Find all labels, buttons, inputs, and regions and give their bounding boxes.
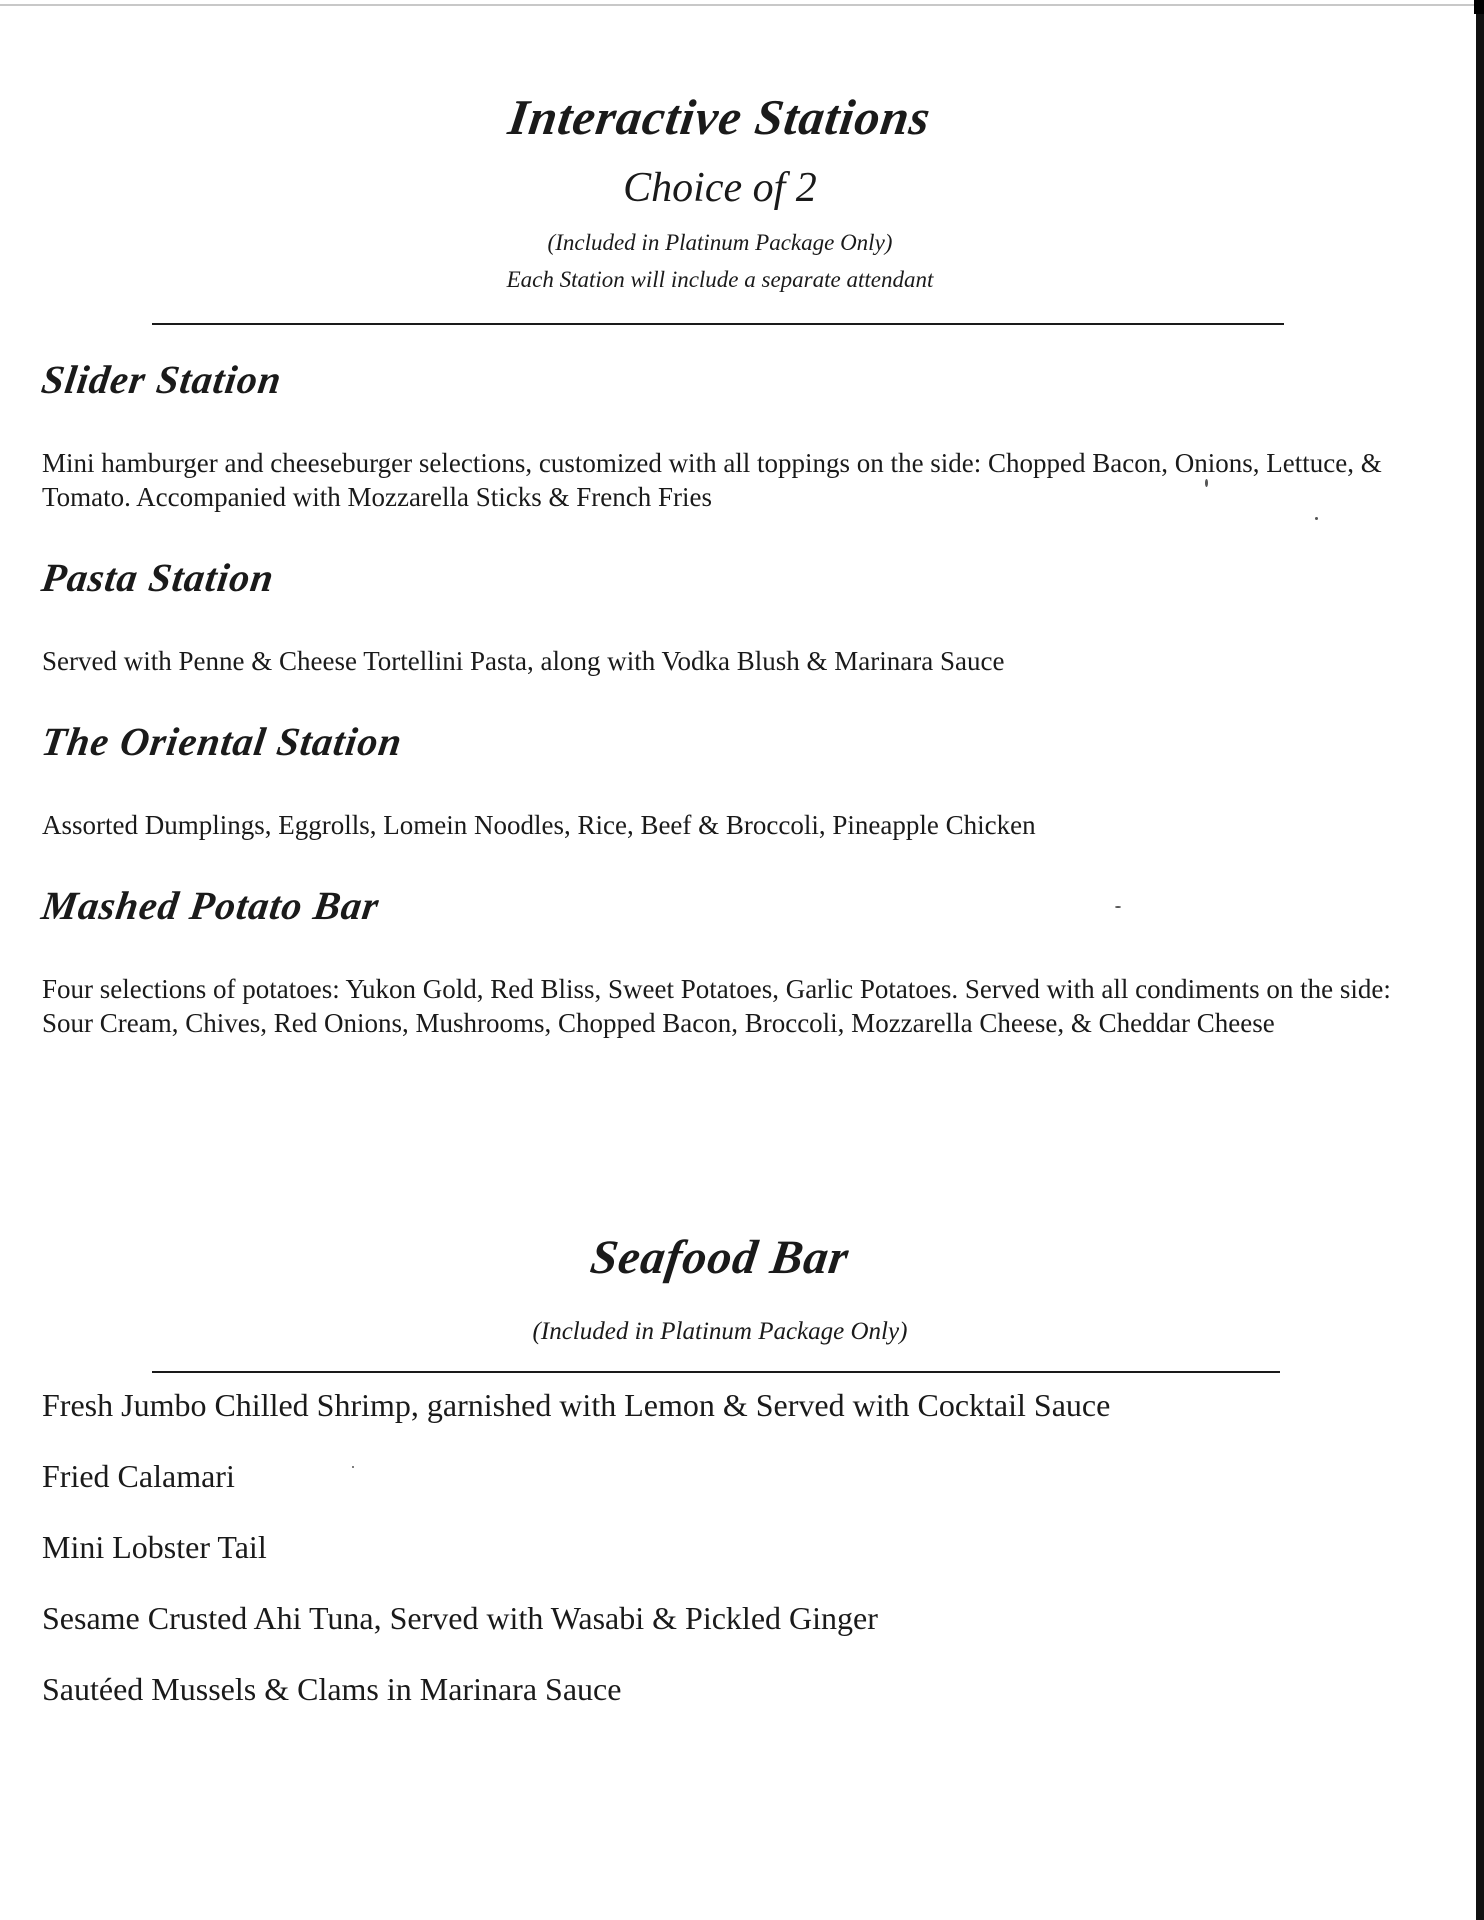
page-title: Interactive Stations xyxy=(505,89,935,145)
list-item: Mini Lobster Tail xyxy=(42,1529,267,1565)
page-title-wrap xyxy=(0,88,1440,146)
scan-right-edge xyxy=(1476,0,1484,1920)
station-description: Four selections of potatoes: Yukon Gold, Red Bliss, Sweet Potatoes, Garlic Potatoes. Served with all condiments on the side: Sour Cream, Chives, Red Onions, Mushrooms, Chopped Bacon, Broccoli, Mozzarella Cheese, & Cheddar Cheese xyxy=(42,974,1391,1038)
scan-speck xyxy=(1315,517,1318,520)
header-divider xyxy=(152,323,1284,325)
package-note: (Included in Platinum Package Only) xyxy=(547,230,893,255)
station-title: Slider Station xyxy=(38,357,285,402)
scan-speck xyxy=(1205,479,1208,487)
station-slider xyxy=(38,357,1402,514)
seafood-title-wrap xyxy=(0,1230,1440,1285)
seafood-title: Seafood Bar xyxy=(587,1231,853,1284)
scan-top-edge xyxy=(0,4,1476,6)
list-item: Sautéed Mussels & Clams in Marinara Sauce xyxy=(42,1671,622,1707)
station-title: The Oriental Station xyxy=(38,719,406,764)
station-description: Served with Penne & Cheese Tortellini Pasta, along with Vodka Blush & Marinara Sauce xyxy=(42,646,1005,676)
scan-corner-mark xyxy=(1474,0,1484,14)
station-title: Mashed Potato Bar xyxy=(38,883,383,928)
list-item: Sesame Crusted Ahi Tuna, Served with Wasabi & Pickled Ginger xyxy=(42,1600,878,1636)
station-title: Pasta Station xyxy=(38,555,278,600)
seafood-package-note: (Included in Platinum Package Only) xyxy=(532,1318,908,1345)
page-subtitle: Choice of 2 xyxy=(623,165,817,211)
station-pasta xyxy=(38,555,1402,678)
station-description: Mini hamburger and cheeseburger selections, customized with all toppings on the side: Chopped Bacon, Onions, Lettuce, & Tomato. Accompanied with Mozzarella Sticks & French Fries xyxy=(42,448,1382,512)
scan-speck xyxy=(352,1466,354,1468)
list-item: Fresh Jumbo Chilled Shrimp, garnished with Lemon & Served with Cocktail Sauce xyxy=(42,1387,1111,1423)
seafood-list xyxy=(42,1385,1402,1740)
station-mashed-potato xyxy=(38,883,1402,1040)
attendant-note: Each Station will include a separate attendant xyxy=(506,267,934,292)
station-oriental xyxy=(38,719,1402,842)
list-item: Fried Calamari xyxy=(42,1458,235,1494)
station-description: Assorted Dumplings, Eggrolls, Lomein Noodles, Rice, Beef & Broccoli, Pineapple Chicken xyxy=(42,810,1036,840)
scan-speck xyxy=(1115,906,1121,908)
seafood-divider xyxy=(152,1371,1280,1373)
